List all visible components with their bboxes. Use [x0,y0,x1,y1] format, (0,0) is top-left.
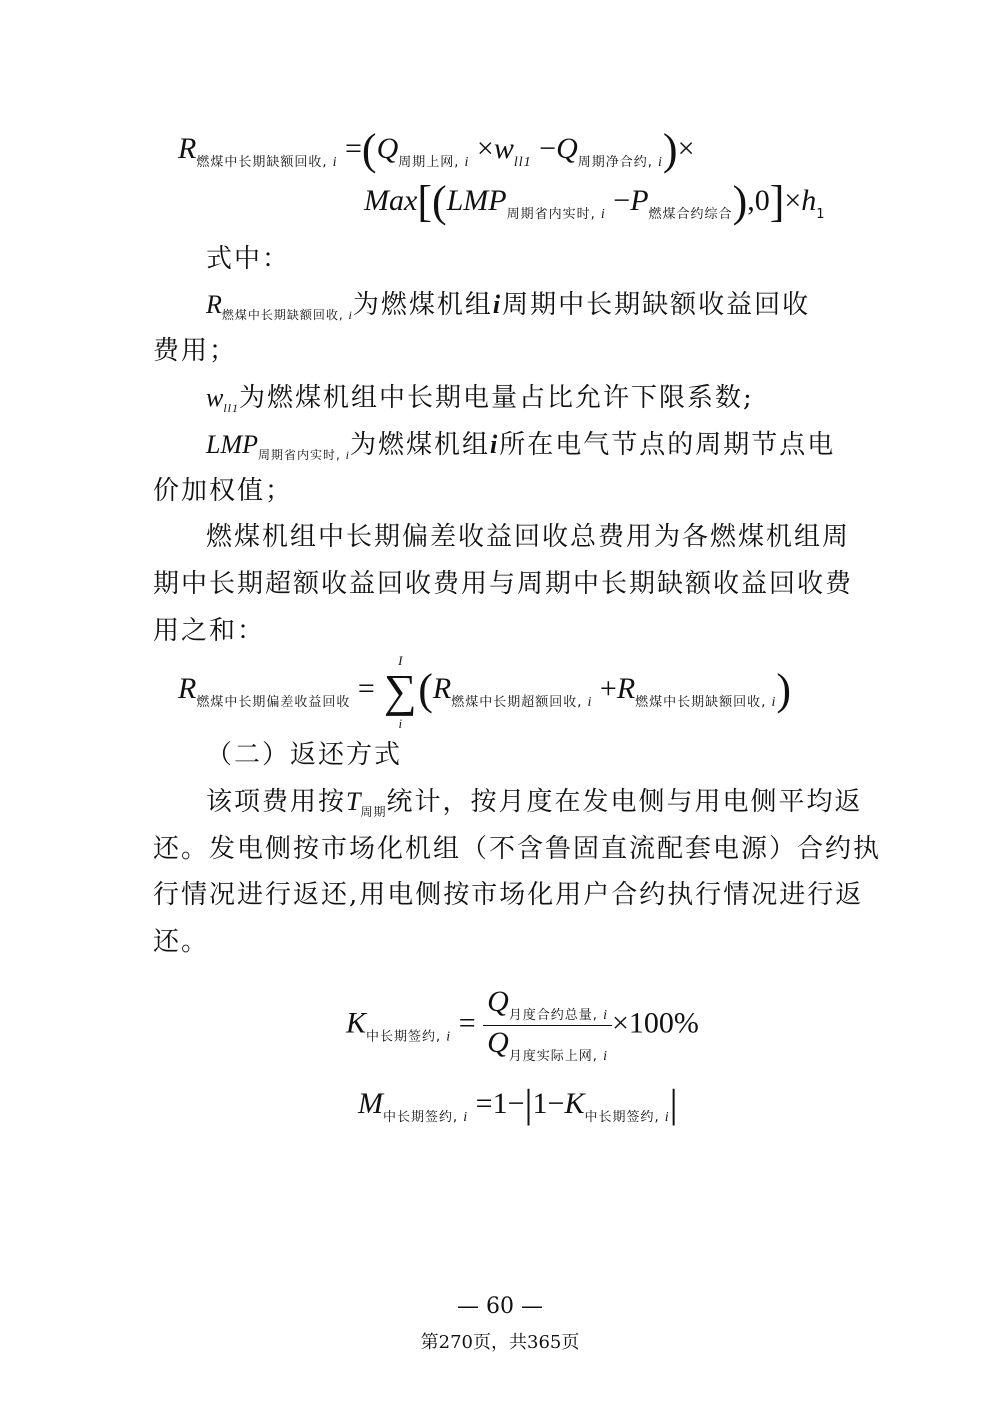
symbol-k: K [346,1006,367,1040]
subscript: 1 [816,207,826,222]
symbol-w: w [493,132,514,165]
subscript: 中长期签约 [383,1110,454,1125]
equation-1-line-2: $Max[(LMP_{周期省内实时, i} -P_{燃煤合约综合}),0]\times h_1$ [364,177,826,226]
fraction: $\frac{Q_{月度合约总量, i}}{Q_{月度实际上网, i}}$ [483,985,612,1066]
text: 为燃煤机组中长期电量占比允许下限系数; [239,383,754,413]
symbol-q: Q [556,132,578,165]
subscript: 周期 [360,805,387,819]
text: 该项费用按 [206,787,347,817]
text: 为燃煤机组 [352,290,493,320]
section-heading: （二）返还方式 [206,740,403,770]
subscript: 燃煤中长期缺额回收 [196,155,323,170]
subscript: 燃煤中长期缺额回收 [635,695,762,710]
subscript: 燃煤合约综合 [648,207,733,222]
max-function: Max [364,184,418,217]
subscript: 周期省内实时 [506,207,591,222]
equation-3: $K_{中长期签约, i}$ = $\frac{Q_{月度合约总量, i}}{Q_{月度实际上网, i}}$ ×100% [346,985,699,1064]
paragraph-1-line-2: 期中长期超额收益回收费用与周期中长期缺额收益回收费 [153,569,854,599]
definition-r: $R_{燃煤中长期缺额回收, i}$为燃煤机组i周期中长期缺额收益回收 [206,290,811,322]
one: 1 [492,1087,508,1120]
subscript: 燃煤中长期缺额回收 [221,308,339,322]
subscript: ll1 [223,401,240,415]
sum-lower: i [398,716,403,732]
symbol-i: i [492,290,503,319]
text: 统计，按月度在发电侧与用电侧平均返 [386,787,863,817]
paragraph-2-line-3: 行情况进行返还,用电侧按市场化用户合约执行情况进行返 [153,880,864,910]
equation-1-line-1: $R_{燃煤中长期缺额回收, i} =(Q_{周期上网, i} \times w_{ll1} -Q_{周期净合约, i})\times$ [178,125,695,174]
symbol-q: Q [376,132,399,165]
subscript: 中长期签约 [366,1029,437,1045]
equation-4: $M_{中长期签约, i} =1-|1-K_{中长期签约, i}|$ [358,1081,678,1126]
summation: I ∑ i [383,653,417,732]
subscript: 月度合约总量 [508,1008,593,1023]
text-shizhong: 式中： [206,244,291,274]
text: 所在电气节点的周期节点电 [499,430,836,460]
equation-2: $R_{燃煤中长期偏差收益回收}$ = I ∑ i $(R_{燃煤中长期超额回收, i} +R_{燃煤中长期缺额回收, i})$ [178,653,791,732]
text: 周期中长期缺额收益回收 [502,290,811,320]
page-number: — 60 — [457,1294,543,1319]
symbol-r: R [178,672,197,705]
text-line: 费用； [153,336,238,366]
symbol-lmp: LMP [446,184,507,217]
text: 为燃煤机组 [350,430,491,460]
subscript: 周期净合约 [577,155,648,170]
symbol-i: i [490,430,500,459]
subscript: 月度实际上网 [508,1049,593,1064]
symbol-m: M [358,1087,383,1120]
subscript: 燃煤中长期超额回收 [451,695,578,710]
paragraph-2-line-4: 还。 [153,927,210,957]
symbol-r: R [178,132,197,165]
paragraph-1-line-1: 燃煤机组中长期偏差收益回收总费用为各燃煤机组周 [206,522,851,552]
subscript: 周期上网 [398,155,455,170]
definition-lmp: $LMP_{周期省内实时, i}$为燃煤机组i所在电气节点的周期节点电 [206,430,836,462]
symbol-h: h [801,184,817,217]
page-count: 第270页，共365页 [420,1332,580,1353]
text-line: 价加权值； [153,476,294,506]
paragraph-2-line-2: 还。发电侧按市场化机组（不含鲁固直流配套电源）合约执 [153,834,882,864]
subscript: 燃煤中长期偏差收益回收 [196,695,351,710]
sum-upper: I [398,653,403,669]
zero: 0 [754,184,770,217]
subscript: ll1 [513,155,532,170]
subscript: 周期省内实时 [258,448,337,462]
percent: 100% [628,1006,699,1040]
definition-w: $w_{ll1}$为燃煤机组中长期电量占比允许下限系数; [206,383,754,415]
symbol-t: T [346,787,361,816]
symbol-p: P [630,184,649,217]
subscript: 中长期签约 [584,1110,655,1125]
paragraph-1-line-3: 用之和： [153,616,266,646]
paragraph-2-line-1 [206,789,863,818]
